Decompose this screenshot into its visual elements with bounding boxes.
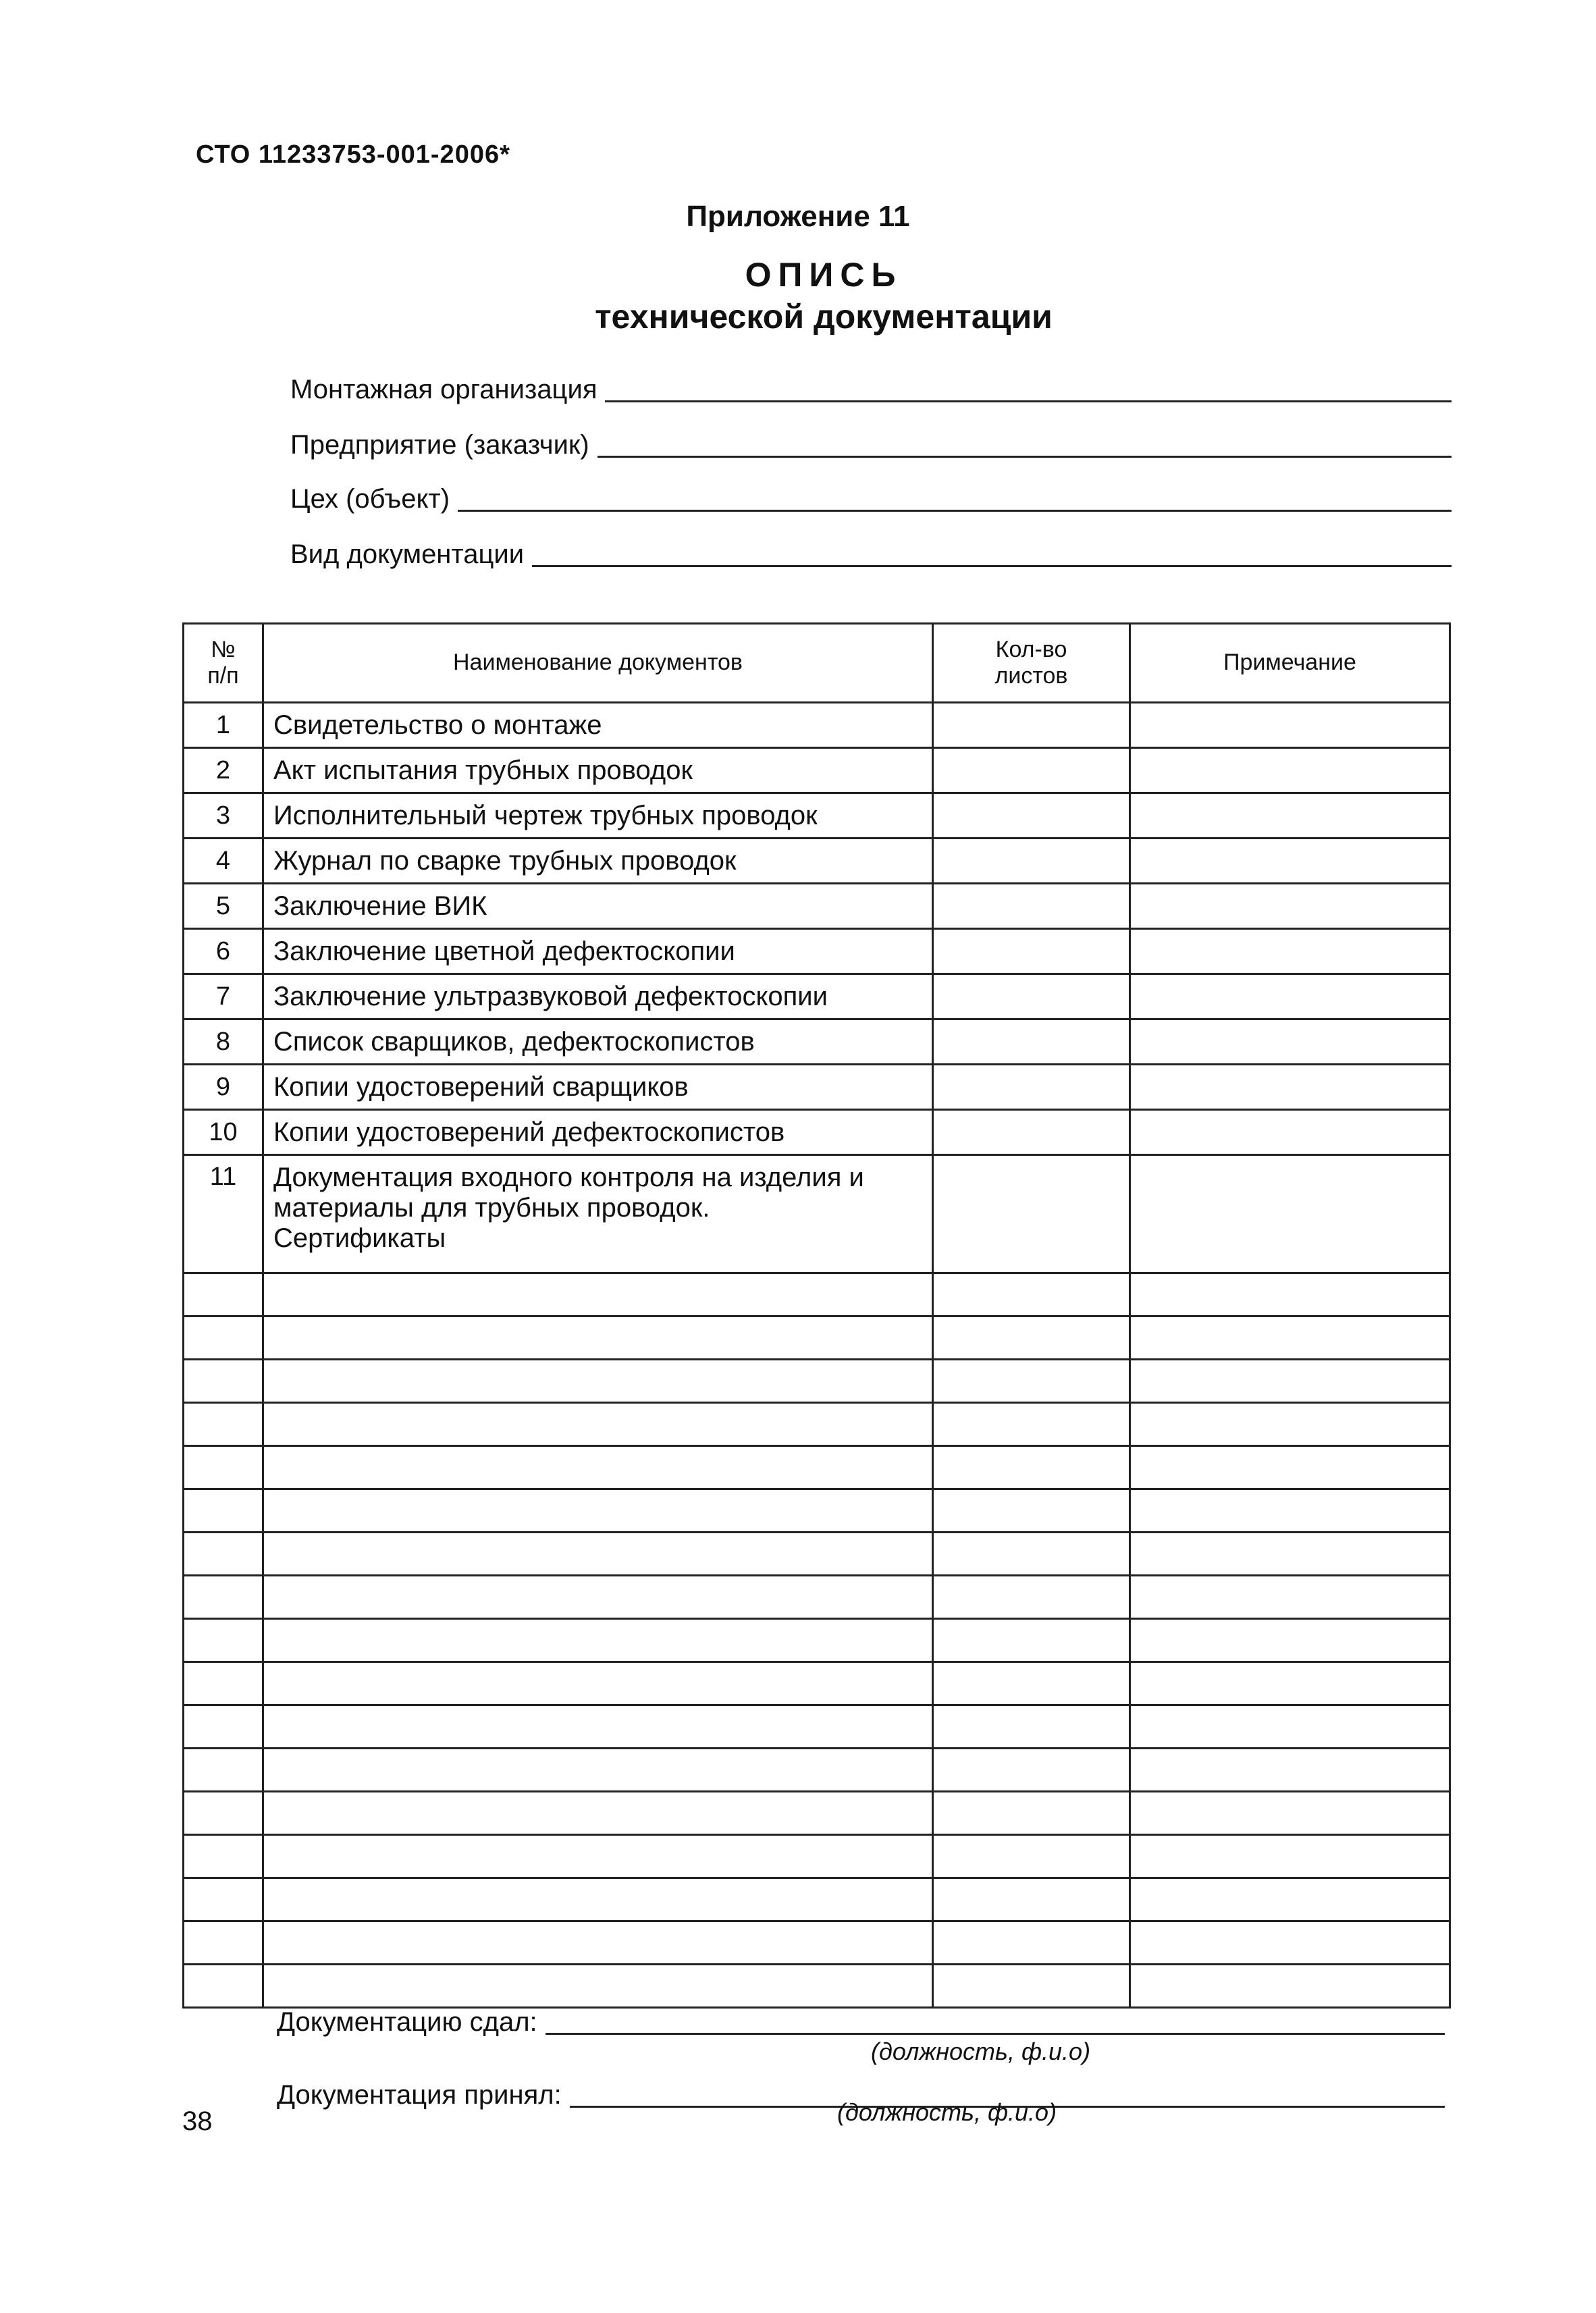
empty-cell[interactable] [933, 1878, 1130, 1921]
field-label: Предприятие (заказчик) [290, 430, 589, 460]
table-row [184, 1110, 1450, 1155]
row-note-cell[interactable] [1130, 793, 1450, 839]
row-note-cell[interactable] [1130, 884, 1450, 929]
empty-cell[interactable] [933, 1749, 1130, 1792]
row-doc-name: Заключение ВИК [263, 884, 933, 929]
table-row-empty [184, 1273, 1450, 1317]
empty-cell[interactable] [1130, 1792, 1450, 1835]
table-row-empty [184, 1403, 1450, 1446]
row-doc-name: Документация входного контроля на изделия и материалы для трубных проводок. Сертификаты [263, 1155, 933, 1273]
table-row-empty [184, 1489, 1450, 1533]
table-row-empty [184, 1835, 1450, 1878]
field-fill-line[interactable] [532, 565, 1452, 567]
table-row [184, 1065, 1450, 1110]
row-sheets-cell[interactable] [933, 703, 1130, 748]
table-row-empty [184, 1921, 1450, 1965]
row-doc-name: Заключение цветной дефектоскопии [263, 929, 933, 974]
table-row [184, 748, 1450, 793]
empty-cell[interactable] [184, 1749, 263, 1792]
row-number: 10 [184, 1110, 263, 1155]
row-number: 8 [184, 1019, 263, 1065]
table-row-empty [184, 1576, 1450, 1619]
table-row-empty [184, 1705, 1450, 1749]
empty-cell[interactable] [184, 1878, 263, 1921]
row-doc-name: Журнал по сварке трубных проводок [263, 839, 933, 884]
empty-cell[interactable] [933, 1360, 1130, 1403]
col-header-sheets: Кол-во листов [933, 624, 1130, 703]
row-note-cell[interactable] [1130, 1065, 1450, 1110]
empty-cell[interactable] [933, 1576, 1130, 1619]
signature-fill-line[interactable] [546, 2033, 1445, 2035]
empty-cell[interactable] [933, 1835, 1130, 1878]
row-number: 7 [184, 974, 263, 1019]
empty-cell[interactable] [1130, 1446, 1450, 1489]
page-number: 38 [182, 2106, 213, 2136]
table-row [184, 703, 1450, 748]
empty-cell[interactable] [263, 1619, 933, 1662]
empty-cell[interactable] [184, 1965, 263, 2008]
field-customer [290, 420, 1452, 460]
row-note-cell[interactable] [1130, 1110, 1450, 1155]
empty-cell[interactable] [1130, 1749, 1450, 1792]
empty-cell[interactable] [1130, 1489, 1450, 1533]
field-doc-type [290, 529, 1452, 570]
signature-handed [277, 1997, 1445, 2038]
empty-cell[interactable] [1130, 1403, 1450, 1446]
empty-cell[interactable] [184, 1835, 263, 1878]
empty-cell[interactable] [933, 1317, 1130, 1360]
table-row-empty [184, 1749, 1450, 1792]
table-row-empty [184, 1446, 1450, 1489]
empty-cell[interactable] [263, 1792, 933, 1835]
row-number: 5 [184, 884, 263, 929]
empty-cell[interactable] [1130, 1533, 1450, 1576]
empty-cell[interactable] [933, 1921, 1130, 1965]
field-fill-line[interactable] [605, 400, 1452, 402]
table-row [184, 929, 1450, 974]
row-doc-name: Копии удостоверений дефектоскопистов [263, 1110, 933, 1155]
row-number: 9 [184, 1065, 263, 1110]
field-label: Монтажная организация [290, 375, 597, 404]
row-note-cell[interactable] [1130, 1155, 1450, 1273]
table-row [184, 974, 1450, 1019]
empty-cell[interactable] [263, 1835, 933, 1878]
row-number: 1 [184, 703, 263, 748]
row-doc-name: Список сварщиков, дефектоскопистов [263, 1019, 933, 1065]
row-sheets-cell[interactable] [933, 748, 1130, 793]
row-sheets-cell[interactable] [933, 839, 1130, 884]
empty-cell[interactable] [933, 1792, 1130, 1835]
col-header-note: Примечание [1130, 624, 1450, 703]
table-row-empty [184, 1878, 1450, 1921]
empty-cell[interactable] [263, 1273, 933, 1317]
row-doc-name: Заключение ультразвуковой дефектоскопии [263, 974, 933, 1019]
empty-cell[interactable] [184, 1576, 263, 1619]
table-row [184, 793, 1450, 839]
table-row [184, 1155, 1450, 1273]
signature-label: Документация принял: [277, 2080, 562, 2110]
empty-cell[interactable] [184, 1705, 263, 1749]
empty-cell[interactable] [1130, 1619, 1450, 1662]
empty-cell[interactable] [184, 1273, 263, 1317]
row-sheets-cell[interactable] [933, 974, 1130, 1019]
empty-cell[interactable] [933, 1705, 1130, 1749]
empty-cell[interactable] [1130, 1878, 1450, 1921]
row-doc-name: Свидетельство о монтаже [263, 703, 933, 748]
row-number: 6 [184, 929, 263, 974]
empty-cell[interactable] [1130, 1360, 1450, 1403]
field-fill-line[interactable] [458, 510, 1452, 512]
table-row-empty [184, 1792, 1450, 1835]
field-installation-org [290, 365, 1452, 405]
empty-cell[interactable] [184, 1360, 263, 1403]
empty-cell[interactable] [1130, 1273, 1450, 1317]
empty-cell[interactable] [263, 1533, 933, 1576]
empty-cell[interactable] [184, 1792, 263, 1835]
row-number: 3 [184, 793, 263, 839]
row-note-cell[interactable] [1130, 1019, 1450, 1065]
appendix-label: Приложение 11 [686, 200, 910, 233]
row-number: 11 [184, 1155, 263, 1273]
empty-cell[interactable] [263, 1878, 933, 1921]
empty-cell[interactable] [184, 1619, 263, 1662]
empty-cell[interactable] [933, 1446, 1130, 1489]
row-sheets-cell[interactable] [933, 1110, 1130, 1155]
row-doc-name: Акт испытания трубных проводок [263, 748, 933, 793]
empty-cell[interactable] [933, 1619, 1130, 1662]
empty-cell[interactable] [1130, 1662, 1450, 1705]
row-note-cell[interactable] [1130, 839, 1450, 884]
row-note-cell[interactable] [1130, 748, 1450, 793]
table-row [184, 839, 1450, 884]
field-label: Вид документации [290, 539, 525, 569]
inventory-table [182, 622, 1451, 2009]
row-doc-name: Копии удостоверений сварщиков [263, 1065, 933, 1110]
empty-cell[interactable] [184, 1921, 263, 1965]
row-doc-name: Исполнительный чертеж трубных проводок [263, 793, 933, 839]
field-workshop [290, 474, 1452, 514]
row-sheets-cell[interactable] [933, 1155, 1130, 1273]
table-row [184, 884, 1450, 929]
table-row-empty [184, 1360, 1450, 1403]
row-sheets-cell[interactable] [933, 793, 1130, 839]
col-header-name: Наименование документов [263, 624, 933, 703]
empty-cell[interactable] [1130, 1705, 1450, 1749]
signature-hint: (должность, ф.и.о) [871, 2038, 1091, 2065]
empty-cell[interactable] [263, 1446, 933, 1489]
table-row-empty [184, 1533, 1450, 1576]
empty-cell[interactable] [1130, 1921, 1450, 1965]
empty-cell[interactable] [263, 1317, 933, 1360]
empty-cell[interactable] [263, 1662, 933, 1705]
table-row-empty [184, 1619, 1450, 1662]
empty-cell[interactable] [263, 1705, 933, 1749]
row-note-cell[interactable] [1130, 703, 1450, 748]
empty-cell[interactable] [184, 1446, 263, 1489]
empty-cell[interactable] [263, 1360, 933, 1403]
document-subtitle: технической документации [595, 298, 1053, 336]
empty-cell[interactable] [1130, 1576, 1450, 1619]
row-sheets-cell[interactable] [933, 929, 1130, 974]
empty-cell[interactable] [1130, 1835, 1450, 1878]
table-row [184, 1019, 1450, 1065]
empty-cell[interactable] [263, 1403, 933, 1446]
empty-cell[interactable] [184, 1403, 263, 1446]
empty-cell[interactable] [184, 1317, 263, 1360]
empty-cell[interactable] [933, 1662, 1130, 1705]
row-sheets-cell[interactable] [933, 1019, 1130, 1065]
col-header-number: № п/п [184, 624, 263, 703]
empty-cell[interactable] [263, 1921, 933, 1965]
empty-cell[interactable] [933, 1533, 1130, 1576]
document-title: ОПИСЬ [745, 256, 903, 294]
field-fill-line[interactable] [597, 456, 1452, 458]
field-label: Цех (объект) [290, 484, 450, 514]
signature-label: Документацию сдал: [277, 2007, 537, 2037]
document-code: СТО 11233753-001-2006* [196, 140, 510, 169]
empty-cell[interactable] [933, 1273, 1130, 1317]
row-note-cell[interactable] [1130, 974, 1450, 1019]
empty-cell[interactable] [933, 1489, 1130, 1533]
row-number: 2 [184, 748, 263, 793]
empty-cell[interactable] [184, 1533, 263, 1576]
empty-cell[interactable] [263, 1576, 933, 1619]
signature-hint: (должность, ф.и.о) [837, 2098, 1057, 2126]
empty-cell[interactable] [263, 1489, 933, 1533]
empty-cell[interactable] [184, 1489, 263, 1533]
table-row-empty [184, 1662, 1450, 1705]
empty-cell[interactable] [933, 1403, 1130, 1446]
row-sheets-cell[interactable] [933, 884, 1130, 929]
row-number: 4 [184, 839, 263, 884]
empty-cell[interactable] [1130, 1317, 1450, 1360]
table-row-empty [184, 1317, 1450, 1360]
row-note-cell[interactable] [1130, 929, 1450, 974]
row-sheets-cell[interactable] [933, 1065, 1130, 1110]
empty-cell[interactable] [263, 1749, 933, 1792]
empty-cell[interactable] [184, 1662, 263, 1705]
table-header-row [184, 624, 1450, 703]
